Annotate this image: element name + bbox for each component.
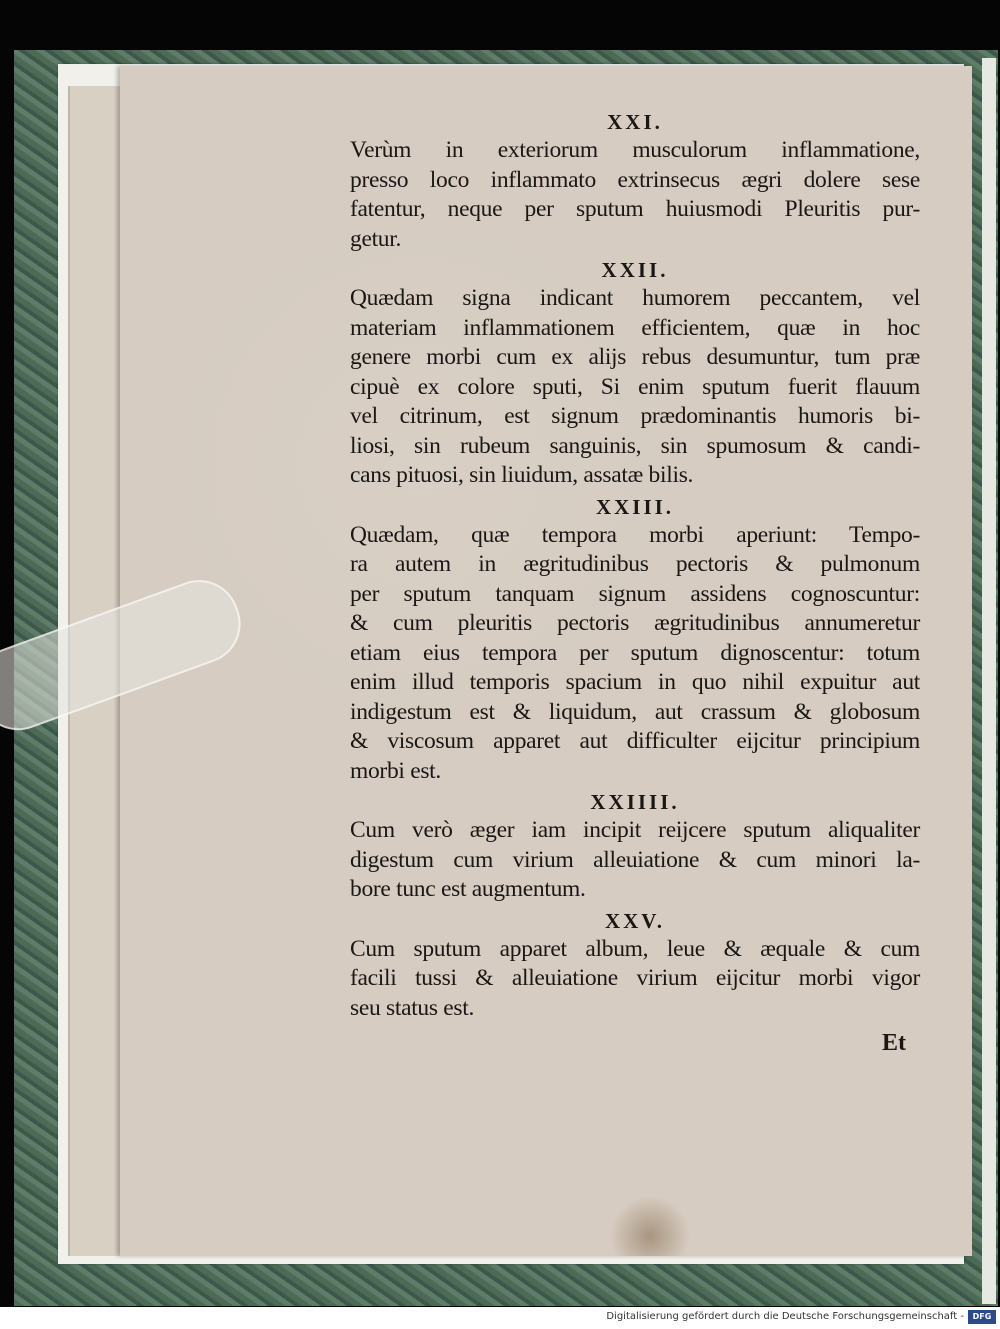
text-line: indigestum est & liquidum, aut crassum & globosum: [350, 698, 920, 725]
text-line: vel citrinum, est signum prædominantis humoris bi-: [350, 403, 920, 429]
text-line: ra autem in ægritudinibus pectoris & pulmonum: [350, 551, 920, 577]
text-line: Quædam signa indicant humorem peccantem, vel: [350, 285, 920, 311]
section-heading: XXI.: [607, 110, 663, 134]
text-line: getur.: [350, 225, 402, 252]
section-paragraph: [350, 284, 920, 491]
book-page: [120, 66, 972, 1256]
text-line: cans pituosi, sin liuidum, assatæ bilis.: [350, 462, 694, 488]
text-line: digestum cum virium alleuiatione & cum minori la-: [350, 846, 920, 873]
page-text: [350, 106, 920, 1023]
text-line: facili tussi & alleuiatione virium eijcitur morbi vigor: [350, 965, 920, 991]
text-line: Quædam, quæ tempora morbi aperiunt: Tempo-: [350, 521, 920, 548]
text-line: materiam inflammationem efficientem, quæ in hoc: [350, 314, 920, 341]
text-line: fatentur, neque per sputum huiusmodi Pleuritis pur-: [350, 196, 920, 222]
text-line: & viscosum apparet aut difficulter eijcitur principium: [350, 728, 920, 754]
section-23: [350, 493, 920, 787]
section-heading: XXIIII.: [590, 790, 680, 814]
section-paragraph: [350, 136, 920, 254]
text-line: morbi est.: [350, 757, 441, 784]
section-heading: XXIII.: [595, 494, 675, 519]
section-22: [350, 256, 920, 491]
funding-credit: Digitalisierung gefördert durch die Deutsche Forschungsgemeinschaft -: [606, 1311, 964, 1322]
text-line: liosi, sin rubeum sanguinis, sin spumosum & candi-: [350, 432, 920, 459]
text-line: presso loco inflammato extrinsecus ægri dolere sese: [350, 166, 920, 193]
text-line: enim illud temporis spacium in quo nihil expuitur aut: [350, 669, 920, 695]
text-line: Cum verò æger iam incipit reijcere sputum aliqualiter: [350, 817, 920, 843]
section-paragraph: [350, 935, 920, 1024]
text-line: seu status est.: [350, 994, 475, 1021]
footer-bar: [0, 1307, 1000, 1329]
text-line: Verùm in exteriorum musculorum inflammatione,: [350, 137, 920, 163]
text-line: bore tunc est augmentum.: [350, 876, 586, 902]
section-25: [350, 907, 920, 1024]
text-line: cipuè ex colore sputi, Si enim sputum fuerit flauum: [350, 373, 920, 400]
text-line: etiam eius tempora per sputum dignoscentur: totum: [350, 639, 920, 666]
text-line: Cum sputum apparet album, leue & æquale & cum: [350, 935, 920, 962]
text-line: & cum pleuritis pectoris ægritudinibus annumeretur: [350, 610, 920, 636]
section-paragraph: [350, 816, 920, 905]
dfg-logo: DFG: [968, 1310, 996, 1324]
board-edge: [982, 58, 996, 1304]
section-24: [350, 788, 920, 905]
catchword: Et: [882, 1030, 906, 1056]
section-heading: XXII.: [601, 258, 669, 282]
text-line: genere morbi cum ex alijs rebus desumuntur, tum præ: [350, 344, 920, 370]
section-paragraph: [350, 521, 920, 787]
section-heading: XXV.: [604, 908, 666, 933]
text-line: per sputum tanquam signum assidens cognoscuntur:: [350, 580, 920, 607]
section-21: [350, 108, 920, 254]
